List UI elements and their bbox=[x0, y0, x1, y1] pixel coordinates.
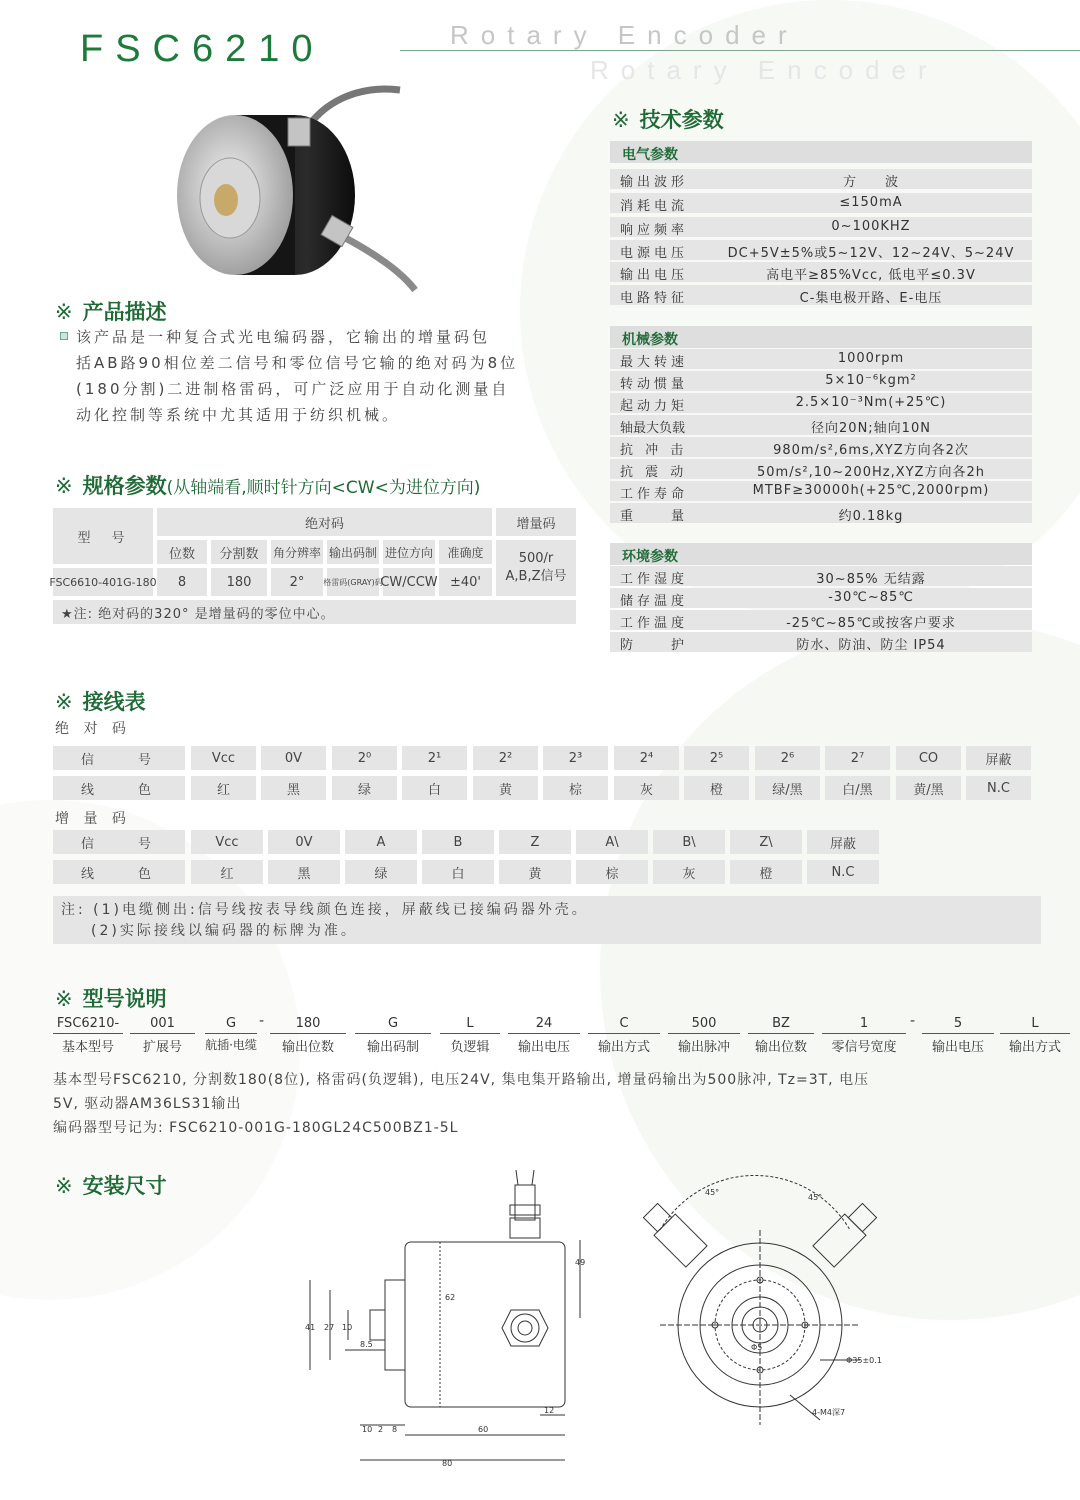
param-key: 重 量 bbox=[620, 509, 689, 524]
spec-col-header: 进位方向 bbox=[383, 540, 435, 564]
inc-color-cell: 橙 bbox=[730, 860, 802, 884]
product-line: 括AB路90相位差二信号和零位信号它输的绝对码为8位 bbox=[76, 354, 519, 372]
abs-code-title: 绝 对 码 bbox=[55, 721, 131, 737]
spec-col-header: 角分辨率 bbox=[271, 540, 323, 564]
model-code-part: L bbox=[1000, 1016, 1070, 1034]
param-key: 抗 冲 击 bbox=[620, 443, 688, 458]
param-row bbox=[610, 393, 1032, 413]
abs-signal-cell: 屏蔽 bbox=[966, 746, 1031, 770]
param-row bbox=[610, 217, 1032, 237]
model-code-label: 输出码制 bbox=[366, 1040, 419, 1055]
tech-heading bbox=[612, 104, 724, 134]
model-code-label: 输出方式 bbox=[597, 1040, 650, 1055]
param-value: ≤150mA bbox=[839, 195, 903, 210]
inc-code-title: 增 量 码 bbox=[55, 811, 131, 827]
spec-col-header: 分割数 bbox=[211, 540, 267, 564]
inc-signal-cell: Vcc bbox=[191, 830, 263, 854]
model-code-label: 输出电压 bbox=[517, 1040, 570, 1055]
param-key: 工作温度 bbox=[620, 616, 689, 631]
model-code-part: C bbox=[588, 1016, 660, 1034]
abs-signal-cell: 2⁵ bbox=[684, 746, 749, 770]
spec-inc-header: 增量码 bbox=[496, 508, 576, 536]
spec-dir-value: CW/CCW bbox=[383, 568, 435, 596]
param-row bbox=[610, 632, 1032, 652]
wiring-note-2: (2)实际接线以编码器的标牌为准。 bbox=[91, 923, 358, 939]
inc-signal-cell: Z\ bbox=[730, 830, 802, 854]
param-key: 轴最大负载 bbox=[620, 421, 686, 436]
param-row bbox=[610, 262, 1032, 282]
param-row bbox=[610, 240, 1032, 260]
abs-color-cell: 黄/黑 bbox=[896, 776, 961, 800]
inc-color-cell: 白 bbox=[422, 860, 494, 884]
model-code-part: 24 bbox=[508, 1016, 580, 1034]
inc-color-cell: 黄 bbox=[499, 860, 571, 884]
abs-color-cell: 绿/黑 bbox=[755, 776, 820, 800]
param-row bbox=[610, 437, 1032, 457]
model-code-part: 500 bbox=[668, 1016, 740, 1034]
product-line: 动化控制等系统中尤其适用于纺织机械。 bbox=[76, 406, 401, 424]
product-heading-text: 产品描述 bbox=[82, 300, 167, 324]
param-key: 防 护 bbox=[620, 638, 689, 653]
abs-signal-cell: 2⁷ bbox=[825, 746, 890, 770]
dim-label: 45° bbox=[808, 1193, 823, 1202]
model-desc-line: 编码器型号记为: FSC6210-001G-180GL24C500BZ1-5L bbox=[53, 1120, 459, 1136]
spec-bits-value: 8 bbox=[157, 568, 207, 596]
abs-signal-cell: CO bbox=[896, 746, 961, 770]
spec-abs-header: 绝对码 bbox=[157, 508, 492, 536]
side-view-drawing bbox=[290, 1170, 610, 1470]
model-code-part: 180 bbox=[270, 1016, 346, 1034]
dim-label: 4-M4深7 bbox=[812, 1408, 846, 1417]
abs-color-cell: 黑 bbox=[261, 776, 326, 800]
mechanical-group-header: 机械参数 bbox=[610, 326, 1032, 348]
spec-code-value: 格雷码(GRAY)码 bbox=[327, 568, 379, 596]
abs-color-cell: 棕 bbox=[543, 776, 608, 800]
model-code-label: 扩展号 bbox=[142, 1040, 182, 1055]
spec-inc-value-1: 500/r bbox=[518, 551, 554, 566]
heading-mark: ※ bbox=[55, 987, 73, 1011]
electrical-group-header: 电气参数 bbox=[610, 141, 1032, 163]
param-key: 输出波形 bbox=[620, 175, 689, 190]
dim-label: 10 bbox=[362, 1425, 373, 1434]
param-value: 30~85% 无结露 bbox=[816, 572, 926, 587]
spec-res-value: 2° bbox=[271, 568, 323, 596]
param-row bbox=[610, 459, 1032, 479]
param-value: 防水、防油、防尘 IP54 bbox=[796, 638, 946, 653]
abs-signal-cell: 2¹ bbox=[402, 746, 467, 770]
abs-color-cell: 灰 bbox=[614, 776, 679, 800]
param-key: 输出电压 bbox=[620, 268, 689, 283]
encoder-photo bbox=[170, 80, 430, 295]
param-value: C-集电极开路、E-电压 bbox=[799, 291, 943, 306]
model-description bbox=[53, 1068, 1073, 1140]
wiring-note-1: 注: (1)电缆侧出:信号线按表导线颜色连接，屏蔽线已接编码器外壳。 bbox=[61, 902, 589, 918]
inc-color-cell: 红 bbox=[191, 860, 263, 884]
model-desc-line: 基本型号FSC6210, 分割数180(8位), 格雷码(负逻辑), 电压24V, 集电集开路输出, 增量码输出为500脉冲, Tz=3T, 电压 bbox=[53, 1072, 870, 1088]
bullet-icon bbox=[60, 332, 68, 340]
spec-model-header: 型 号 bbox=[53, 508, 153, 564]
model-code-part: BZ bbox=[748, 1016, 814, 1034]
param-value: 0~100KHZ bbox=[831, 219, 911, 234]
inc-color-cell: 灰 bbox=[653, 860, 725, 884]
param-row bbox=[610, 588, 1032, 608]
install-heading bbox=[55, 1170, 167, 1200]
spec-div-value: 180 bbox=[211, 568, 267, 596]
abs-color-cell: N.C bbox=[966, 776, 1031, 800]
param-row bbox=[610, 566, 1032, 586]
param-key: 最大转速 bbox=[620, 355, 689, 370]
dim-label: 27 bbox=[324, 1323, 335, 1332]
param-key: 工作寿命 bbox=[620, 487, 689, 502]
spec-acc-value: ±40' bbox=[439, 568, 492, 596]
model-code-part: G bbox=[205, 1016, 257, 1034]
dim-label: Φ5 bbox=[751, 1343, 763, 1352]
model-code-label: 负逻辑 bbox=[450, 1040, 490, 1055]
abs-color-cell: 白 bbox=[402, 776, 467, 800]
inc-signal-cell: B\ bbox=[653, 830, 725, 854]
param-row bbox=[610, 193, 1032, 213]
dim-label: 62 bbox=[445, 1293, 456, 1302]
model-heading-text: 型号说明 bbox=[82, 987, 167, 1011]
dim-label: 10 bbox=[342, 1323, 353, 1332]
param-row bbox=[610, 349, 1032, 369]
param-row bbox=[610, 481, 1032, 501]
param-value: 50m/s²,10~200Hz,XYZ方向各2h bbox=[757, 465, 985, 480]
spec-heading-note: (从轴端看,顺时针方向<CW<为进位方向) bbox=[166, 478, 481, 498]
dim-label: 41 bbox=[305, 1323, 316, 1332]
product-description bbox=[76, 324, 596, 428]
inc-signal-cell: B bbox=[422, 830, 494, 854]
abs-color-cell: 红 bbox=[191, 776, 256, 800]
model-desc-line: 5V, 驱动器AM36LS31输出 bbox=[53, 1096, 242, 1112]
spec-col-header: 输出码制 bbox=[327, 540, 379, 564]
heading-mark: ※ bbox=[55, 1174, 73, 1198]
tech-heading-text: 技术参数 bbox=[639, 108, 724, 132]
model-code-label: 输出位数 bbox=[281, 1040, 334, 1055]
abs-signal-cell: 0V bbox=[261, 746, 326, 770]
param-row bbox=[610, 285, 1032, 305]
page-subtitle: Rotary Encoder bbox=[450, 20, 799, 50]
model-code-label: 零信号宽度 bbox=[831, 1040, 897, 1055]
param-key: 电路特征 bbox=[620, 291, 689, 306]
inc-color-cell: 黑 bbox=[268, 860, 340, 884]
abs-signal-cell: 2⁰ bbox=[332, 746, 397, 770]
wiring-heading-text: 接线表 bbox=[82, 690, 146, 714]
model-code-part: 5 bbox=[922, 1016, 994, 1034]
param-row bbox=[610, 371, 1032, 391]
model-code-label: 航插·电缆 bbox=[205, 1038, 257, 1052]
dim-label: 60 bbox=[478, 1425, 489, 1434]
dim-label: 8 bbox=[392, 1425, 398, 1434]
abs-color-cell: 黄 bbox=[473, 776, 538, 800]
environment-group-header: 环境参数 bbox=[610, 543, 1032, 565]
inc-color-cell: 绿 bbox=[345, 860, 417, 884]
param-row bbox=[610, 169, 1032, 189]
param-key: 转动惯量 bbox=[620, 377, 689, 392]
param-key: 起动力矩 bbox=[620, 399, 689, 414]
param-value: 980m/s²,6ms,XYZ方向各2次 bbox=[773, 443, 969, 458]
abs-color-cell: 橙 bbox=[684, 776, 749, 800]
model-code-part: L bbox=[440, 1016, 500, 1034]
spec-inc-value-2: A,B,Z信号 bbox=[505, 569, 567, 584]
param-value: MTBF≥30000h(+25℃,2000rpm) bbox=[752, 483, 990, 498]
abs-signal-cell: Vcc bbox=[191, 746, 256, 770]
abs-signal-cell: 2³ bbox=[543, 746, 608, 770]
model-dash: - bbox=[259, 1013, 265, 1029]
param-key: 抗 震 动 bbox=[620, 465, 688, 480]
product-heading bbox=[55, 296, 167, 326]
param-row bbox=[610, 415, 1032, 435]
product-line: (180分割)二进制格雷码，可广泛应用于自动化测量自 bbox=[76, 380, 510, 398]
page-subtitle-ghost: Rotary Encoder bbox=[590, 55, 939, 85]
param-value: 方 波 bbox=[842, 175, 899, 190]
model-heading bbox=[55, 983, 167, 1013]
signal-label: 信 号 bbox=[53, 746, 185, 770]
param-value: 2.5×10⁻³Nm(+25℃) bbox=[795, 395, 947, 410]
model-code-part: 1 bbox=[822, 1016, 906, 1034]
model-code-part: 001 bbox=[130, 1016, 195, 1034]
wiring-heading bbox=[55, 686, 146, 716]
spec-heading bbox=[55, 470, 480, 500]
heading-mark: ※ bbox=[55, 474, 73, 498]
page-title: FSC6210 bbox=[80, 28, 325, 70]
dim-label: Φ35±0.1 bbox=[846, 1356, 882, 1365]
inc-signal-cell: 0V bbox=[268, 830, 340, 854]
param-value: -25℃~85℃或按客户要求 bbox=[786, 616, 956, 631]
model-code-label: 输出脉冲 bbox=[677, 1040, 730, 1055]
spec-heading-text: 规格参数 bbox=[82, 474, 167, 498]
dim-label: 8.5 bbox=[360, 1340, 373, 1349]
abs-signal-cell: 2⁶ bbox=[755, 746, 820, 770]
model-code-part: G bbox=[355, 1016, 431, 1034]
inc-color-cell: 棕 bbox=[576, 860, 648, 884]
inc-signal-cell: 屏蔽 bbox=[807, 830, 879, 854]
install-heading-text: 安装尺寸 bbox=[82, 1174, 167, 1198]
color-label: 线 色 bbox=[53, 860, 185, 884]
model-code-label: 输出位数 bbox=[754, 1040, 807, 1055]
inc-signal-cell: Z bbox=[499, 830, 571, 854]
param-value: 径向20N;轴向10N bbox=[811, 421, 931, 436]
param-key: 电源电压 bbox=[620, 246, 689, 261]
param-value: 约0.18kg bbox=[838, 509, 904, 524]
dim-label: 49 bbox=[575, 1258, 586, 1267]
param-key: 储存温度 bbox=[620, 594, 689, 609]
abs-signal-cell: 2⁴ bbox=[614, 746, 679, 770]
param-value: 1000rpm bbox=[837, 351, 905, 366]
dim-label: 2 bbox=[378, 1425, 384, 1434]
param-key: 响应频率 bbox=[620, 223, 689, 238]
model-code-label: 基本型号 bbox=[61, 1040, 114, 1055]
param-row bbox=[610, 503, 1032, 523]
param-key: 消耗电流 bbox=[620, 199, 689, 214]
inc-signal-cell: A bbox=[345, 830, 417, 854]
param-value: 高电平≥85%Vcc, 低电平≤0.3V bbox=[766, 268, 976, 283]
dim-label: 45° bbox=[705, 1188, 720, 1197]
model-dash: - bbox=[910, 1013, 916, 1029]
front-view-drawing bbox=[620, 1170, 900, 1440]
heading-mark: ※ bbox=[55, 300, 73, 324]
heading-mark: ※ bbox=[612, 108, 630, 132]
wiring-note bbox=[53, 896, 1041, 944]
spec-col-header: 准确度 bbox=[439, 540, 492, 564]
dim-label: 80 bbox=[442, 1459, 453, 1468]
param-row bbox=[610, 610, 1032, 630]
param-key: 工作湿度 bbox=[620, 572, 689, 587]
dim-label: 12 bbox=[544, 1406, 555, 1415]
spec-inc-value bbox=[496, 540, 576, 596]
heading-mark: ※ bbox=[55, 690, 73, 714]
model-code-label: 输出电压 bbox=[931, 1040, 984, 1055]
color-label: 线 色 bbox=[53, 776, 185, 800]
model-code-label: 输出方式 bbox=[1008, 1040, 1061, 1055]
param-value: -30℃~85℃ bbox=[828, 590, 914, 605]
abs-color-cell: 白/黑 bbox=[825, 776, 890, 800]
spec-note: ★注: 绝对码的320° 是增量码的零位中心。 bbox=[53, 600, 576, 624]
inc-color-cell: N.C bbox=[807, 860, 879, 884]
signal-label: 信 号 bbox=[53, 830, 185, 854]
spec-col-header: 位数 bbox=[157, 540, 207, 564]
abs-color-cell: 绿 bbox=[332, 776, 397, 800]
background-circle bbox=[520, 0, 1080, 620]
product-line: 该产品是一种复合式光电编码器，它输出的增量码包 bbox=[76, 328, 491, 346]
param-value: 5×10⁻⁶kgm² bbox=[825, 373, 917, 388]
param-value: DC+5V±5%或5~12V、12~24V、5~24V bbox=[727, 246, 1015, 261]
spec-model-value: FSC6610-401G-180 bbox=[53, 568, 153, 596]
model-code-part: FSC6210- bbox=[53, 1016, 123, 1034]
inc-signal-cell: A\ bbox=[576, 830, 648, 854]
abs-signal-cell: 2² bbox=[473, 746, 538, 770]
